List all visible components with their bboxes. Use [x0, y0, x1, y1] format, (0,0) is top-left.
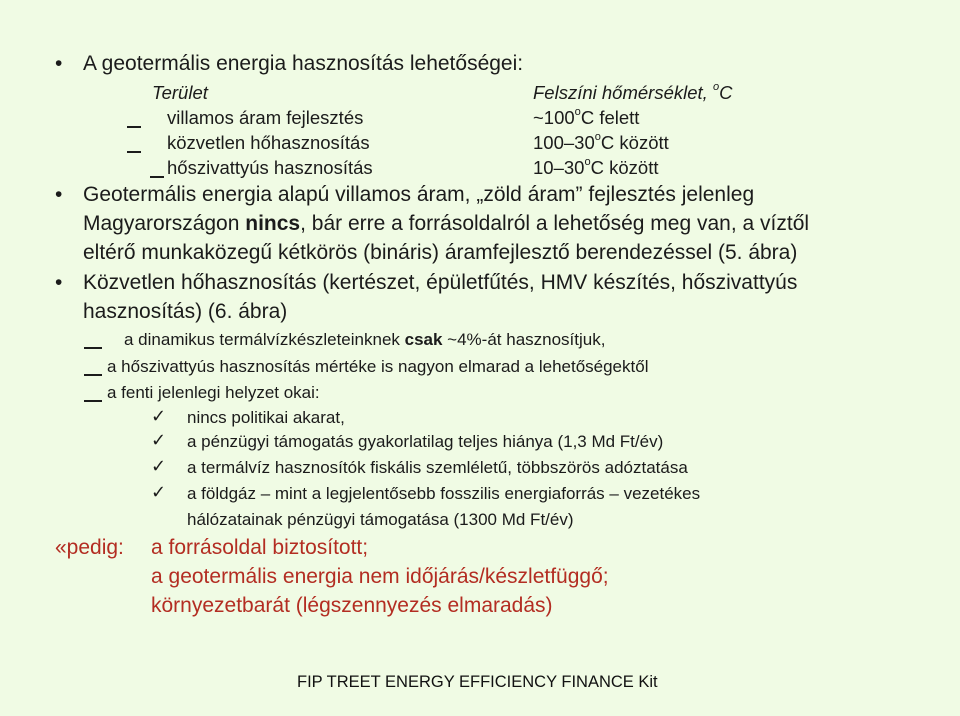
bullet-dot: • [55, 183, 63, 206]
row-unit: C felett [580, 107, 640, 128]
table-header-right [533, 82, 732, 104]
para3-line1: Közvetlen hőhasznosítás (kertészet, épületfűtés, HMV készítés, hőszivattyús [83, 271, 798, 294]
row-dash [127, 143, 141, 161]
check-item-4-line1: a földgáz – mint a legjelentősebb fosszilis energiaforrás – vezetékes [187, 484, 701, 503]
table-row-right [533, 132, 669, 154]
sub-item-1 [124, 330, 605, 350]
row-sup: o [594, 131, 601, 143]
para3-line2: hasznosítás) (6. ábra) [83, 300, 288, 323]
check-item-2: a pénzügyi támogatás gyakorlatilag teljes hiánya (1,3 Md Ft/év) [187, 432, 664, 451]
sub-item-3: a fenti jelenlegi helyzet okai: [107, 383, 320, 402]
sub-dash [84, 366, 102, 384]
para2-text: , bár erre a forrásoldalról a lehetőség meg van, a víztől [300, 212, 810, 235]
row-sup: o [574, 106, 581, 118]
row-value: ~100 [533, 107, 575, 128]
header-right-sup: o [712, 81, 720, 93]
table-row-right [533, 157, 658, 179]
header-right-text: Felszíni hőmérséklet, [533, 82, 713, 103]
check-item-3: a termálvíz hasznosítók fiskális szemléletű, többszörös adóztatása [187, 458, 688, 477]
table-row-left: közvetlen hőhasznosítás [167, 132, 370, 153]
sub-dash [84, 339, 102, 357]
table-row-right [533, 107, 639, 129]
para2-line3: eltérő munkaközegű kétkörös (bináris) áramfejlesztő berendezéssel (5. ábra) [83, 241, 798, 264]
table-row-left: villamos áram fejlesztés [167, 107, 364, 128]
sub-bold: csak [404, 330, 443, 349]
header-right-unit: C [719, 82, 733, 103]
para2-bold: nincs [245, 212, 301, 235]
table-row-left: hőszivattyús hasznosítás [167, 157, 373, 178]
row-dash [127, 118, 141, 136]
red-line-1: a forrásoldal biztosított; [151, 536, 369, 559]
checkmark-icon: ✓ [151, 430, 167, 451]
red-line-3: környezetbarát (légszennyezés elmaradás) [151, 594, 553, 617]
row-sup: o [584, 156, 591, 168]
row-unit: C között [600, 132, 669, 153]
footer: FIP TREET ENERGY EFFICIENCY FINANCE Kit [297, 673, 658, 691]
checkmark-icon: ✓ [151, 406, 167, 427]
sub-text: a dinamikus termálvízkészleteinknek [124, 330, 405, 349]
sub-text: ~4%-át hasznosítjuk, [442, 330, 606, 349]
red-prefix: «pedig: [55, 536, 124, 559]
row-unit: C között [590, 157, 659, 178]
check-item-4-line2: hálózatainak pénzügyi támogatása (1300 Md Ft/év) [187, 510, 574, 529]
row-value: 100–30 [533, 132, 595, 153]
title-line: A geotermális energia hasznosítás lehetőségei: [83, 52, 524, 75]
bullet-dot: • [55, 52, 63, 75]
sub-dash [84, 392, 102, 410]
red-line-2: a geotermális energia nem időjárás/készletfüggő; [151, 565, 609, 588]
para2-line2 [83, 212, 809, 236]
check-item-1: nincs politikai akarat, [187, 408, 345, 427]
row-value: 10–30 [533, 157, 585, 178]
para2-line1: Geotermális energia alapú villamos áram, „zöld áram” fejlesztés jelenleg [83, 183, 755, 206]
checkmark-icon: ✓ [151, 456, 167, 477]
checkmark-icon: ✓ [151, 482, 167, 503]
sub-item-2: a hőszivattyús hasznosítás mértéke is nagyon elmarad a lehetőségektől [107, 357, 649, 376]
bullet-dot: • [55, 271, 63, 294]
table-header-left: Terület [152, 82, 208, 103]
para2-text: Magyarországon [83, 212, 246, 235]
